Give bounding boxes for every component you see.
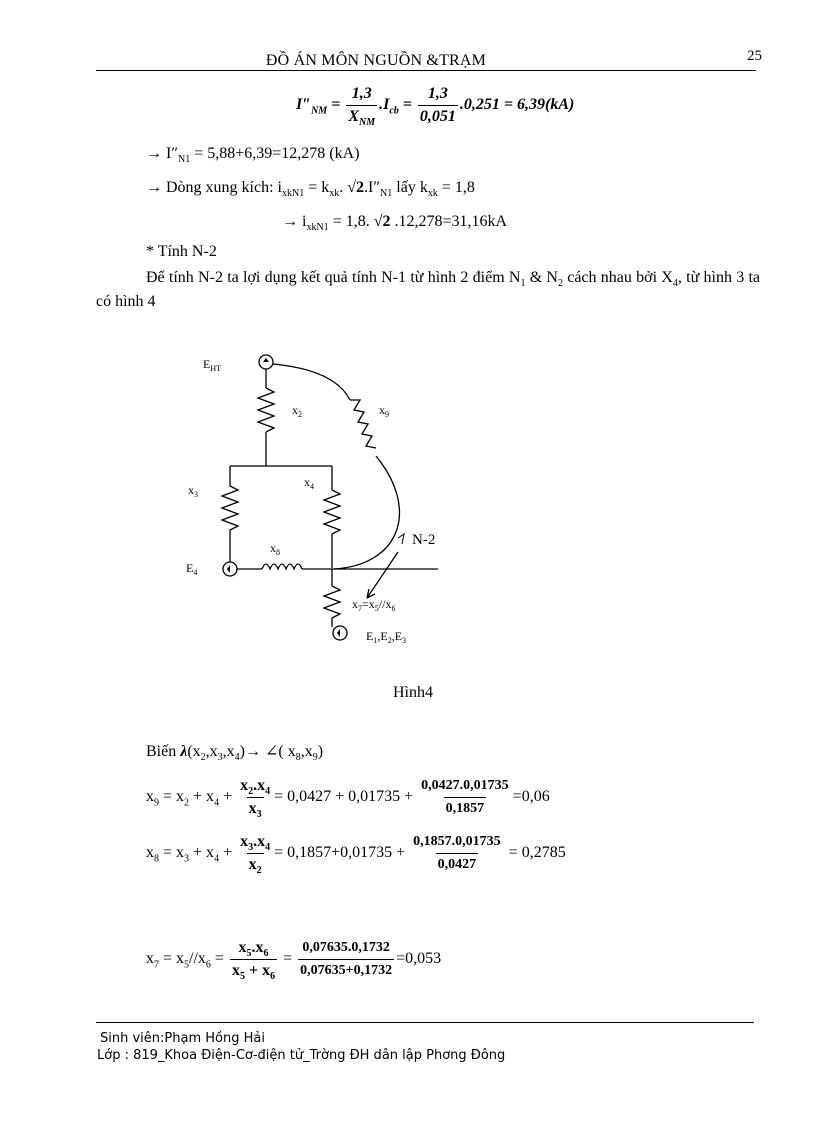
footer-class: Lớp : 819_Khoa Điện-Cơ-điện tử_Trờng ĐH dân lập Phơng Đông bbox=[97, 1048, 506, 1063]
label-x9: $x_9$ bbox=[379, 403, 389, 419]
label-x3: $x_3$ bbox=[188, 483, 198, 499]
equation-x9: $x_9 = x_2 + x_4$ + $\frac{x_2.x_4}{x_3}$ = 0,0427 + 0,01735 + $\frac{0,0427.0,01735}{0,1857}$ =0,06 bbox=[146, 777, 550, 821]
line-in1: → $I''_{N1} = 5,88+6,39=12,278$ (kA) bbox=[146, 145, 360, 166]
header-title: ĐỒ ÁN MÔN NGUỒN &TRẠM bbox=[265, 52, 487, 69]
heading-tinh-n2: * Tính N-2 bbox=[146, 243, 217, 260]
footer-student: Sinh viên:Phạm Hồng Hải bbox=[100, 1031, 265, 1046]
resistor-x8 bbox=[262, 564, 302, 569]
resistor-x3 bbox=[222, 486, 238, 530]
resistor-x4 bbox=[324, 490, 340, 534]
footer-rule bbox=[96, 1022, 754, 1023]
label-e4: $E_4$ bbox=[186, 561, 198, 577]
label-x7: $x_7=x_5//x_6$ bbox=[352, 597, 396, 613]
equation-x7: $x_7 = x_5//x_6$ = $\frac{x_5.x_6}{x_5 + x_6}$ = $\frac{0,07635.0,1732}{0,07635+0,1732}$ =0,053 bbox=[146, 939, 442, 983]
line-ixk-definition: → Dòng xung kích: $i_{xkN1} = k_{xk}$. $√2.I''_{N1}$ lấy $k_{xk} = 1,8$ bbox=[146, 179, 475, 200]
circuit-diagram bbox=[0, 340, 816, 660]
resistor-x9 bbox=[350, 400, 376, 448]
equation-x8: $x_8 = x_3 + x_4$ + $\frac{x_3.x_4}{x_2}$ = 0,1857+0,01735 + $\frac{0,1857.0,01735}{0,0427}$ = 0,2785 bbox=[146, 833, 566, 877]
figure-caption: Hình4 bbox=[393, 684, 433, 701]
line-ixk-value: → $i_{xkN1} = 1,8$. √2 .12,278=31,16kA bbox=[282, 213, 508, 234]
label-eht: $E_{HT}$ bbox=[203, 357, 222, 373]
header-rule bbox=[96, 70, 756, 71]
page-number: 25 bbox=[747, 48, 762, 64]
label-x2: $x_2$ bbox=[292, 403, 302, 419]
resistor-x2 bbox=[258, 388, 274, 432]
paragraph: Để tính N-2 ta lợi dụng kết quả tính N-1 từ hình 2 điểm $N_1$ & $N_2$ cách nhau bởi $X_4$, từ hình 3 ta có hình 4 bbox=[96, 269, 761, 310]
label-n2: N-2 bbox=[412, 532, 436, 548]
transform-line: Biến $\lambda(x_2,x_3,x_4)\to$ ∠( $x_8,x_9$) bbox=[146, 743, 324, 764]
label-x8: $x_8$ bbox=[270, 541, 280, 557]
label-e123: $E_1,E_2,E_3$ bbox=[366, 629, 407, 645]
resistor-x7 bbox=[324, 586, 340, 618]
equation-inm: $I''_{NM}$ = $\frac{1,3}{X_{NM}}$ $.I_{cb}$ = $\frac{1,3}{0,051}$ .0,251 = 6,39(kA) bbox=[296, 85, 575, 129]
label-x4: $x_4$ bbox=[304, 475, 314, 491]
